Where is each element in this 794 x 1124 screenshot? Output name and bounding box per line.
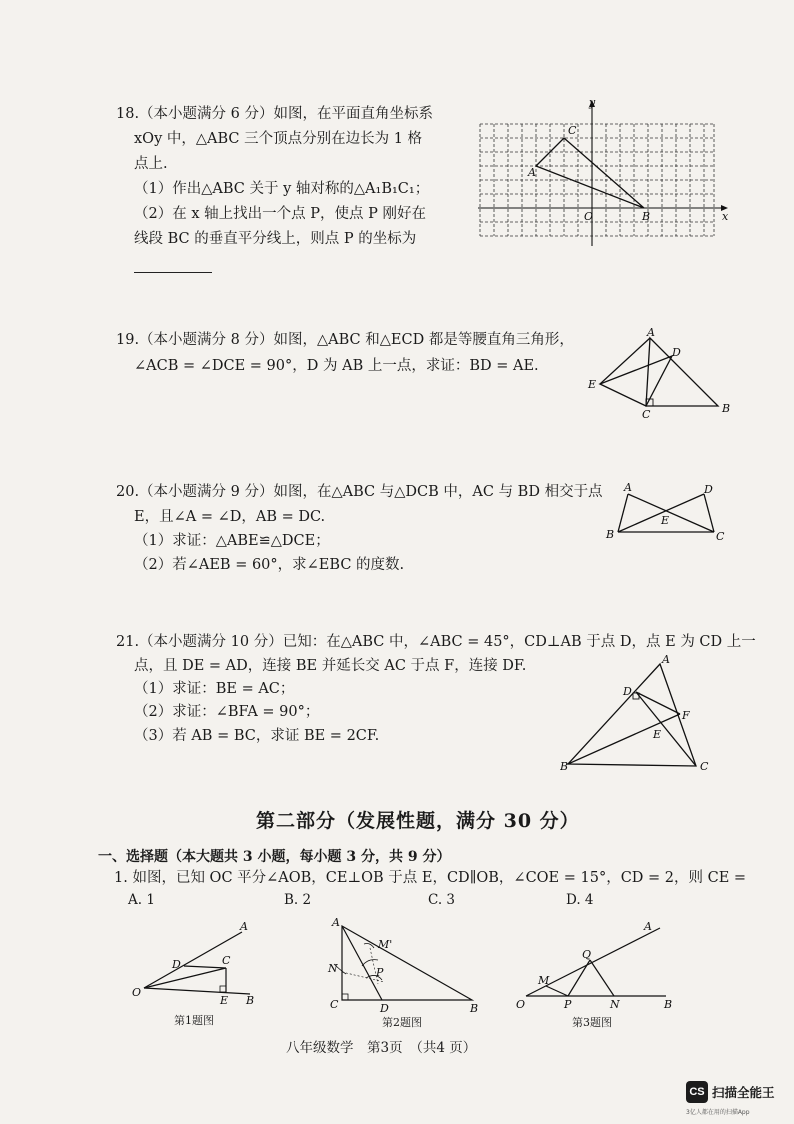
q20-line-3: （1）求证：△ABE≌△DCE； (134, 533, 330, 549)
fig1-label-a: A (240, 920, 248, 933)
choice-b: B. 2 (284, 892, 312, 908)
q18-label-x: x (722, 210, 729, 223)
q19-label-d: D (672, 346, 681, 359)
fig2-label-b: B (470, 1002, 479, 1015)
q18-line-6: 线段 BC 的垂直平分线上，则点 P 的坐标为 (134, 231, 417, 247)
fig2-label-p: P (376, 966, 384, 979)
q19-label-c: C (642, 408, 651, 421)
choice-d: D. 4 (566, 892, 594, 908)
q20-label-e: E (661, 514, 670, 527)
q19-line-2: ∠ACB = ∠DCE = 90°，D 为 AB 上一点，求证：BD = AE. (134, 358, 539, 374)
fig3-label-m: M (538, 974, 550, 987)
q21-label-d: D (623, 685, 632, 698)
q20-figure (604, 478, 730, 544)
q19-line-1: 19.（本小题满分 8 分）如图，△ABC 和△ECD 都是等腰直角三角形， (116, 332, 574, 348)
fig3-label-o: O (516, 998, 526, 1011)
q19-label-b: B (722, 402, 731, 415)
fig1-label-c: C (222, 954, 231, 967)
q20-line-2: E，且∠A = ∠D，AB = DC. (134, 509, 326, 525)
scanner-logo-tagline: 3亿人都在用的扫描App (686, 1109, 750, 1116)
fig2-label-a: A (332, 916, 340, 929)
fig3-label-q: Q (582, 948, 592, 961)
fig1-label-e: E (220, 994, 229, 1007)
q18-label-o: O (584, 210, 594, 223)
q18-line-2: xOy 中，△ABC 三个顶点分别在边长为 1 格 (134, 131, 423, 147)
scanner-logo (686, 1081, 794, 1121)
q21-label-f: F (682, 709, 690, 722)
q21-figure (560, 652, 730, 776)
q18-answer-blank (134, 254, 212, 273)
choice-a: A. 1 (128, 892, 155, 908)
q19-label-e: E (588, 378, 597, 391)
fig2-label-d: D (380, 1002, 389, 1015)
q18-grid-figure (474, 96, 732, 248)
fig2-figure (322, 914, 490, 1018)
q18-label-a: A (528, 166, 536, 179)
q18-line-3: 点上. (134, 156, 168, 172)
q18-label-c: C (568, 124, 577, 137)
scanner-logo-icon: CS (686, 1081, 708, 1103)
q21-line-4: （2）求证：∠BFA = 90°； (134, 704, 320, 720)
fig3-caption: 第3题图 (572, 1016, 612, 1029)
q20-line-4: （2）若∠AEB = 60°，求∠EBC 的度数. (134, 557, 405, 573)
q18-line-1: 18.（本小题满分 6 分）如图，在平面直角坐标系 (116, 106, 434, 122)
fig2-caption: 第2题图 (382, 1016, 422, 1029)
fig2-label-m: M' (378, 938, 393, 951)
q20-label-b: B (606, 528, 615, 541)
q21-label-c: C (700, 760, 709, 773)
q18-line-4: （1）作出△ABC 关于 y 轴对称的△A₁B₁C₁； (134, 181, 430, 197)
q21-line-1: 21.（本小题满分 10 分）已知：在△ABC 中，∠ABC = 45°，CD⊥AB 于点 D，点 E 为 CD 上一 (116, 634, 756, 650)
q21-line-3: （1）求证：BE = AC； (134, 681, 295, 697)
q20-label-a: A (624, 481, 632, 494)
fig3-figure (510, 914, 686, 1014)
fig1-figure (128, 916, 268, 1016)
choice-c: C. 3 (428, 892, 456, 908)
fig1-label-b: B (246, 994, 255, 1007)
fig3-label-p: P (564, 998, 572, 1011)
p2-q1-text: 1. 如图，已知 OC 平分∠AOB，CE⊥OB 于点 E，CD∥OB，∠COE = 15°，CD = 2，则 CE = (114, 870, 747, 886)
fig2-label-n: N (328, 962, 338, 975)
q21-label-a: A (662, 653, 670, 666)
q21-line-2: 点，且 DE = AD，连接 BE 并延长交 AC 于点 F，连接 DF. (134, 658, 527, 674)
q21-label-b: B (560, 760, 569, 773)
q20-line-1: 20.（本小题满分 9 分）如图，在△ABC 与△DCB 中，AC 与 BD 相交于点 (116, 484, 603, 500)
fig2-label-c: C (330, 998, 339, 1011)
q20-label-c: C (716, 530, 725, 543)
q18-line-5: （2）在 x 轴上找出一个点 P，使点 P 刚好在 (134, 206, 426, 222)
fig1-label-d: D (172, 958, 181, 971)
q18-label-y: y (589, 96, 596, 109)
scanner-logo-name: 扫描全能王 (712, 1085, 775, 1100)
q21-line-5: （3）若 AB = BC，求证 BE = 2CF. (134, 728, 380, 744)
fig3-label-b: B (664, 998, 673, 1011)
fig3-label-n: N (610, 998, 620, 1011)
q21-label-e: E (653, 728, 662, 741)
fig1-label-o: O (132, 986, 142, 999)
q19-label-a: A (647, 326, 655, 339)
page-footer: 八年级数学 第3页 （共4 页） (286, 1040, 477, 1056)
fig1-caption: 第1题图 (174, 1014, 214, 1027)
q20-label-d: D (704, 483, 713, 496)
fig3-label-a: A (644, 920, 652, 933)
q18-label-b: B (642, 210, 651, 223)
section-choice-heading: 一、选择题（本大题共 3 小题，每小题 3 分，共 9 分） (98, 849, 451, 865)
part2-title: 第二部分（发展性题，满分 30 分） (256, 810, 580, 832)
q19-figure (584, 326, 734, 422)
